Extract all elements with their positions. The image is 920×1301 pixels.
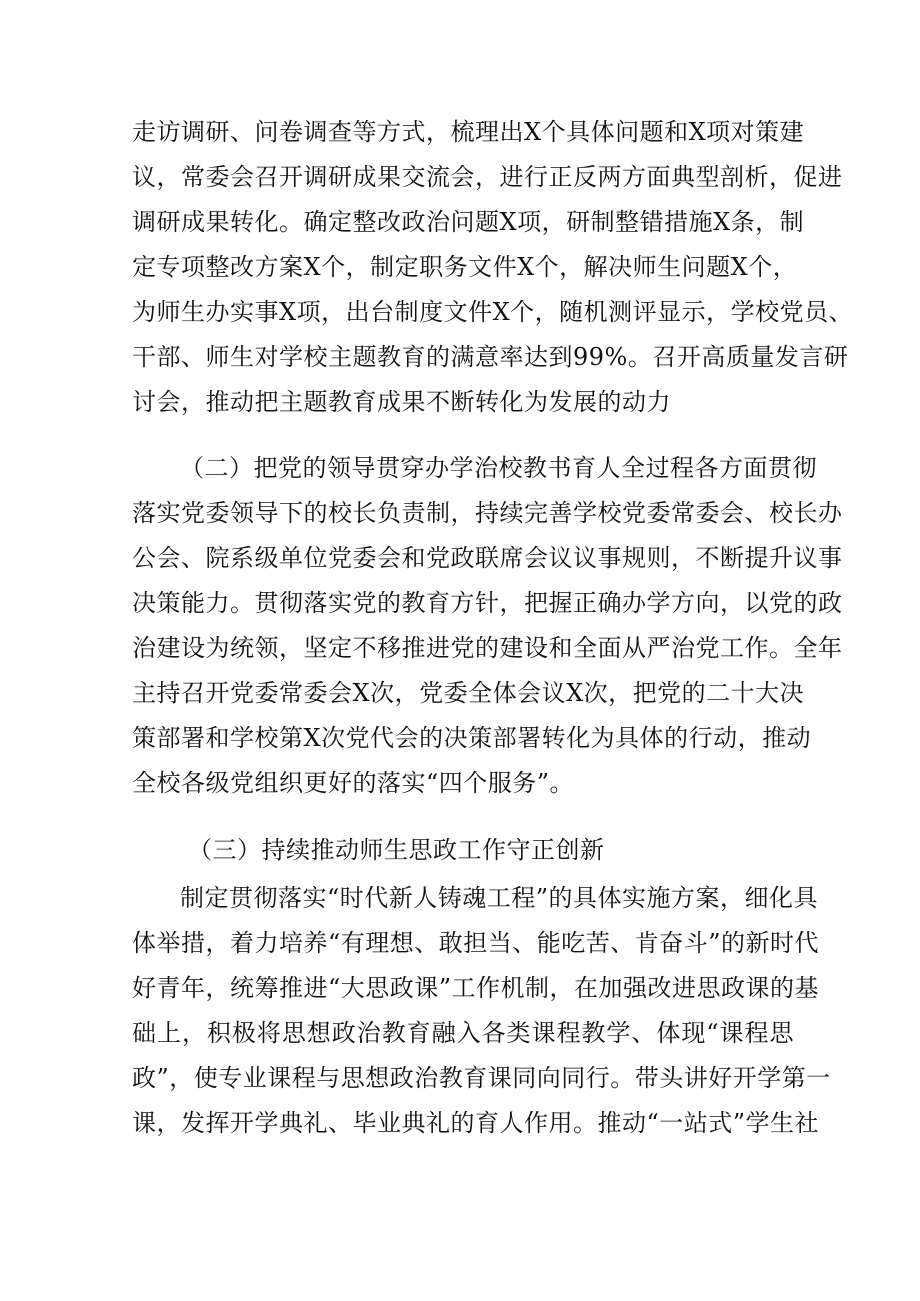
text-line: 好青年，统筹推进“大思政课”工作机制，在加强改进思政课的基	[132, 974, 820, 1002]
text-line: 治建设为统领，坚定不移推进党的建设和全面从严治党工作。全年	[132, 634, 843, 662]
paragraph-ideological-work	[132, 876, 831, 1146]
text-line: 主持召开党委常委会X次，党委全体会议X次，把党的二十大决	[132, 679, 805, 707]
section-heading-3: （三）持续推动师生思政工作守正创新	[188, 836, 605, 864]
text-line: 落实党委领导下的校长负责制，持续完善学校党委常委会、校长办	[132, 499, 843, 527]
text-line: 政”，使专业课程与思想政治教育课同向同行。带头讲好开学第一	[132, 1064, 831, 1092]
text-line: 公会、院系级单位党委会和党政联席会议议事规则，不断提升议事	[132, 544, 843, 572]
text-line: 础上，积极将思想政治教育融入各类课程教学、体现“课程思	[132, 1019, 794, 1047]
paragraph-survey-results	[132, 110, 854, 425]
text-line: 体举措，着力培养“有理想、敢担当、能吃苦、肯奋斗”的新时代	[132, 929, 820, 957]
text-line: 讨会，推动把主题教育成果不断转化为发展的动力	[132, 388, 671, 416]
paragraph-heading-3	[132, 828, 794, 873]
text-line: 议，常委会召开调研成果交流会，进行正反两方面典型剖析，促进	[132, 163, 843, 191]
text-line: 定专项整改方案X个，制定职务文件X个，解决师生问题X个，	[132, 253, 798, 281]
text-line: 为师生办实事X项，出台制度文件X个，随机测评显示，学校党员、	[132, 298, 854, 326]
section-heading-2: （二）把党的领导贯穿办学治校教书育人全过程各方面贯彻	[180, 454, 817, 482]
text-line: 全校各级党组织更好的落实“四个服务”。	[132, 769, 575, 797]
text-line: 策部署和学校第X次党代会的决策部署转化为具体的行动，推动	[132, 724, 812, 752]
paragraph-party-leadership	[132, 446, 843, 806]
text-line: 走访调研、问卷调查等方式，梳理出X个具体问题和X项对策建	[132, 118, 805, 146]
text-line: 干部、师生对学校主题教育的满意率达到99%。召开高质量发言研	[132, 343, 849, 371]
text-line: 调研成果转化。确定整改政治问题X项，研制整错措施X条，制	[132, 208, 805, 236]
text-line: 制定贯彻落实“时代新人铸魂工程”的具体实施方案，细化具	[180, 884, 819, 912]
text-line: 决策能力。贯彻落实党的教育方针，把握正确办学方向，以党的政	[132, 589, 843, 617]
text-line: 课，发挥开学典礼、毕业典礼的育人作用。推动“一站式”学生社	[132, 1109, 820, 1137]
